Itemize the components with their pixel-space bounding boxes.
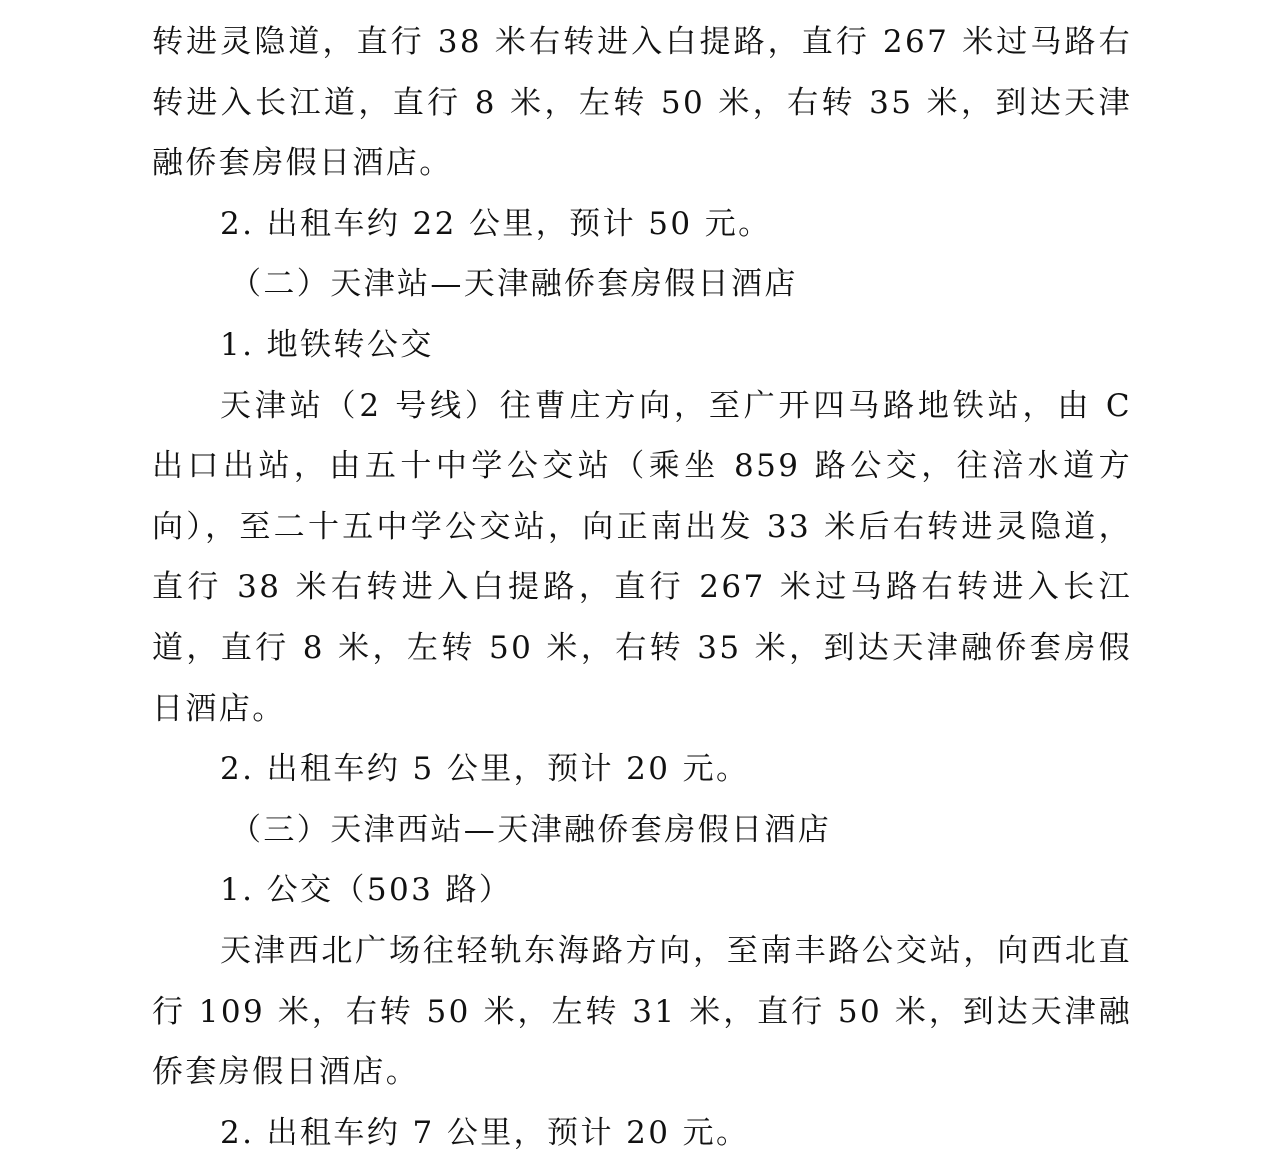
section-heading-tianjin-station: （二）天津站—天津融侨套房假日酒店 [230, 266, 798, 303]
document-page [152, 12, 1132, 1163]
paragraph-taxi-option-3: 2. 出租车约 7 公里，预计 20 元。 [220, 1114, 750, 1151]
paragraph-metro-bus-route: 天津站（2 号线）往曹庄方向，至广开四马路地铁站，由 C 出口出站，由五十中学公交站（乘坐 859 路公交，往涪水道方向），至二十五中学公交站，向正南出发 33 米后右转进灵隐道，直行 38 米右转进入白提路，直行 267 米过马路右转进入长江道，直行 8 米，左转 50 米，右转 35 米，到达天津融侨套房假日酒店。 [152, 387, 1132, 727]
section-heading-tianjin-west-station: （三）天津西站—天津融侨套房假日酒店 [230, 811, 832, 848]
paragraph-taxi-option-2: 2. 出租车约 5 公里，预计 20 元。 [220, 751, 750, 788]
paragraph-bus-503-title: 1. 公交（503 路） [220, 872, 513, 909]
paragraph-taxi-option-1: 2. 出租车约 22 公里，预计 50 元。 [220, 205, 772, 242]
paragraph-bus-503-route: 天津西北广场往轻轨东海路方向，至南丰路公交站，向西北直行 109 米，右转 50 米，左转 31 米，直行 50 米，到达天津融侨套房假日酒店。 [152, 932, 1132, 1091]
paragraph-route-continued: 转进灵隐道，直行 38 米右转进入白提路，直行 267 米过马路右转进入长江道，直行 8 米，左转 50 米，右转 35 米，到达天津融侨套房假日酒店。 [152, 24, 1132, 182]
paragraph-metro-bus-title: 1. 地铁转公交 [220, 326, 434, 363]
